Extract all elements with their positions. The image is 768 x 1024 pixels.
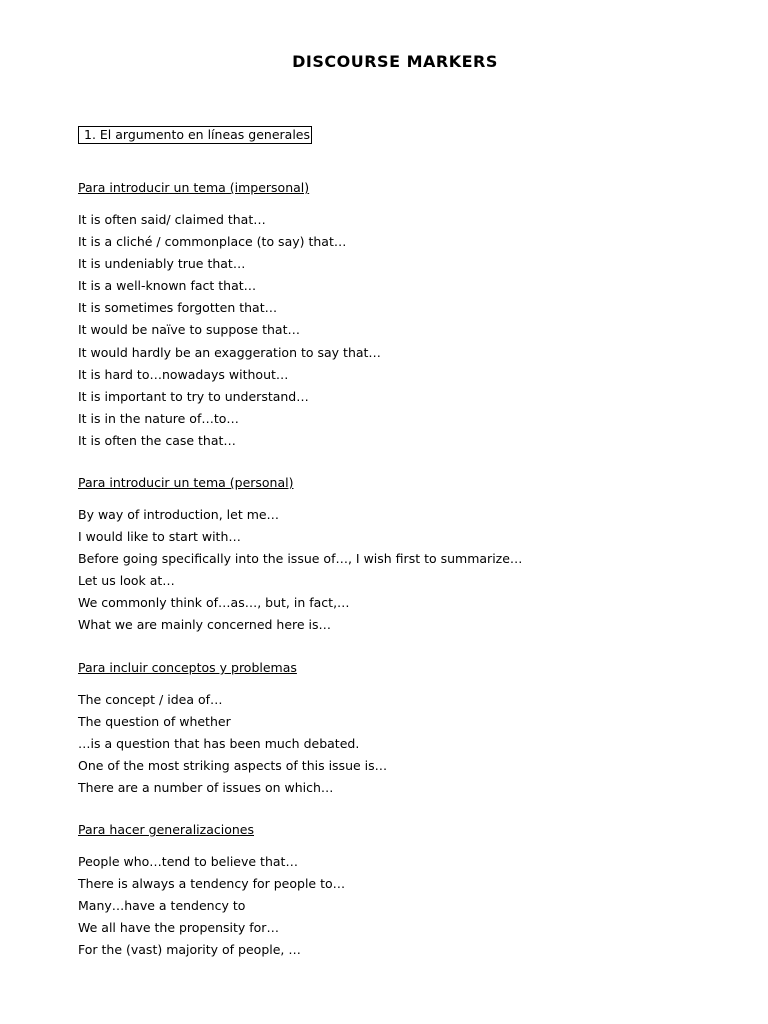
phrase-item: It is undeniably true that…: [78, 256, 246, 272]
phrase-item: It is hard to…nowadays without…: [78, 366, 289, 382]
phrase-list: [78, 689, 738, 799]
phrase-list: [78, 209, 738, 452]
phrase-item: The question of whether: [78, 714, 231, 730]
phrase-item: There is always a tendency for people to…: [78, 876, 346, 892]
section-generalizations: [78, 822, 738, 961]
phrase-item: It is a well-known fact that…: [78, 278, 257, 294]
phrase-item: We all have the propensity for…: [78, 920, 279, 936]
phrase-item: It is often the case that…: [78, 432, 236, 448]
phrase-item: It is often said/ claimed that…: [78, 212, 266, 227]
phrase-item: For the (vast) majority of people, …: [78, 942, 301, 958]
section-heading: Para introducir un tema (impersonal): [78, 180, 310, 195]
section-heading: Para incluir conceptos y problemas: [78, 660, 297, 675]
phrase-list: [78, 851, 738, 961]
section-heading: Para hacer generalizaciones: [78, 822, 254, 837]
phrase-item: One of the most striking aspects of this issue is…: [78, 758, 388, 774]
section-heading: Para introducir un tema (personal): [78, 475, 294, 490]
phrase-item: It is important to try to understand…: [78, 388, 309, 404]
phrase-item: We commonly think of…as…, but, in fact,…: [78, 595, 350, 611]
phrase-item: It is a cliché / commonplace (to say) that…: [78, 234, 347, 250]
phrase-item: It would hardly be an exaggeration to say that…: [78, 344, 381, 360]
phrase-item: …is a question that has been much debated.: [78, 736, 360, 752]
phrase-item: It is sometimes forgotten that…: [78, 300, 278, 316]
phrase-item: Before going specifically into the issue of…, I wish first to summarize…: [78, 551, 523, 567]
phrase-item: The concept / idea of…: [78, 692, 223, 707]
phrase-item: There are a number of issues on which…: [78, 780, 334, 796]
phrase-item: By way of introduction, let me…: [78, 507, 280, 522]
phrase-item: I would like to start with…: [78, 529, 241, 545]
phrase-item: What we are mainly concerned here is…: [78, 617, 332, 633]
phrase-item: Let us look at…: [78, 573, 175, 589]
main-section-heading: 1. El argumento en líneas generales: [78, 126, 312, 144]
phrase-list: [78, 504, 738, 637]
phrase-item: It is in the nature of…to…: [78, 410, 239, 426]
section-concepts-problems: [78, 660, 738, 799]
page-title: DISCOURSE MARKERS: [292, 52, 498, 71]
phrase-item: Many…have a tendency to: [78, 898, 246, 914]
section-personal-topic: [78, 475, 738, 637]
phrase-item: People who…tend to believe that…: [78, 854, 298, 869]
section-impersonal-topic: [78, 180, 738, 452]
phrase-item: It would be naïve to suppose that…: [78, 322, 300, 338]
